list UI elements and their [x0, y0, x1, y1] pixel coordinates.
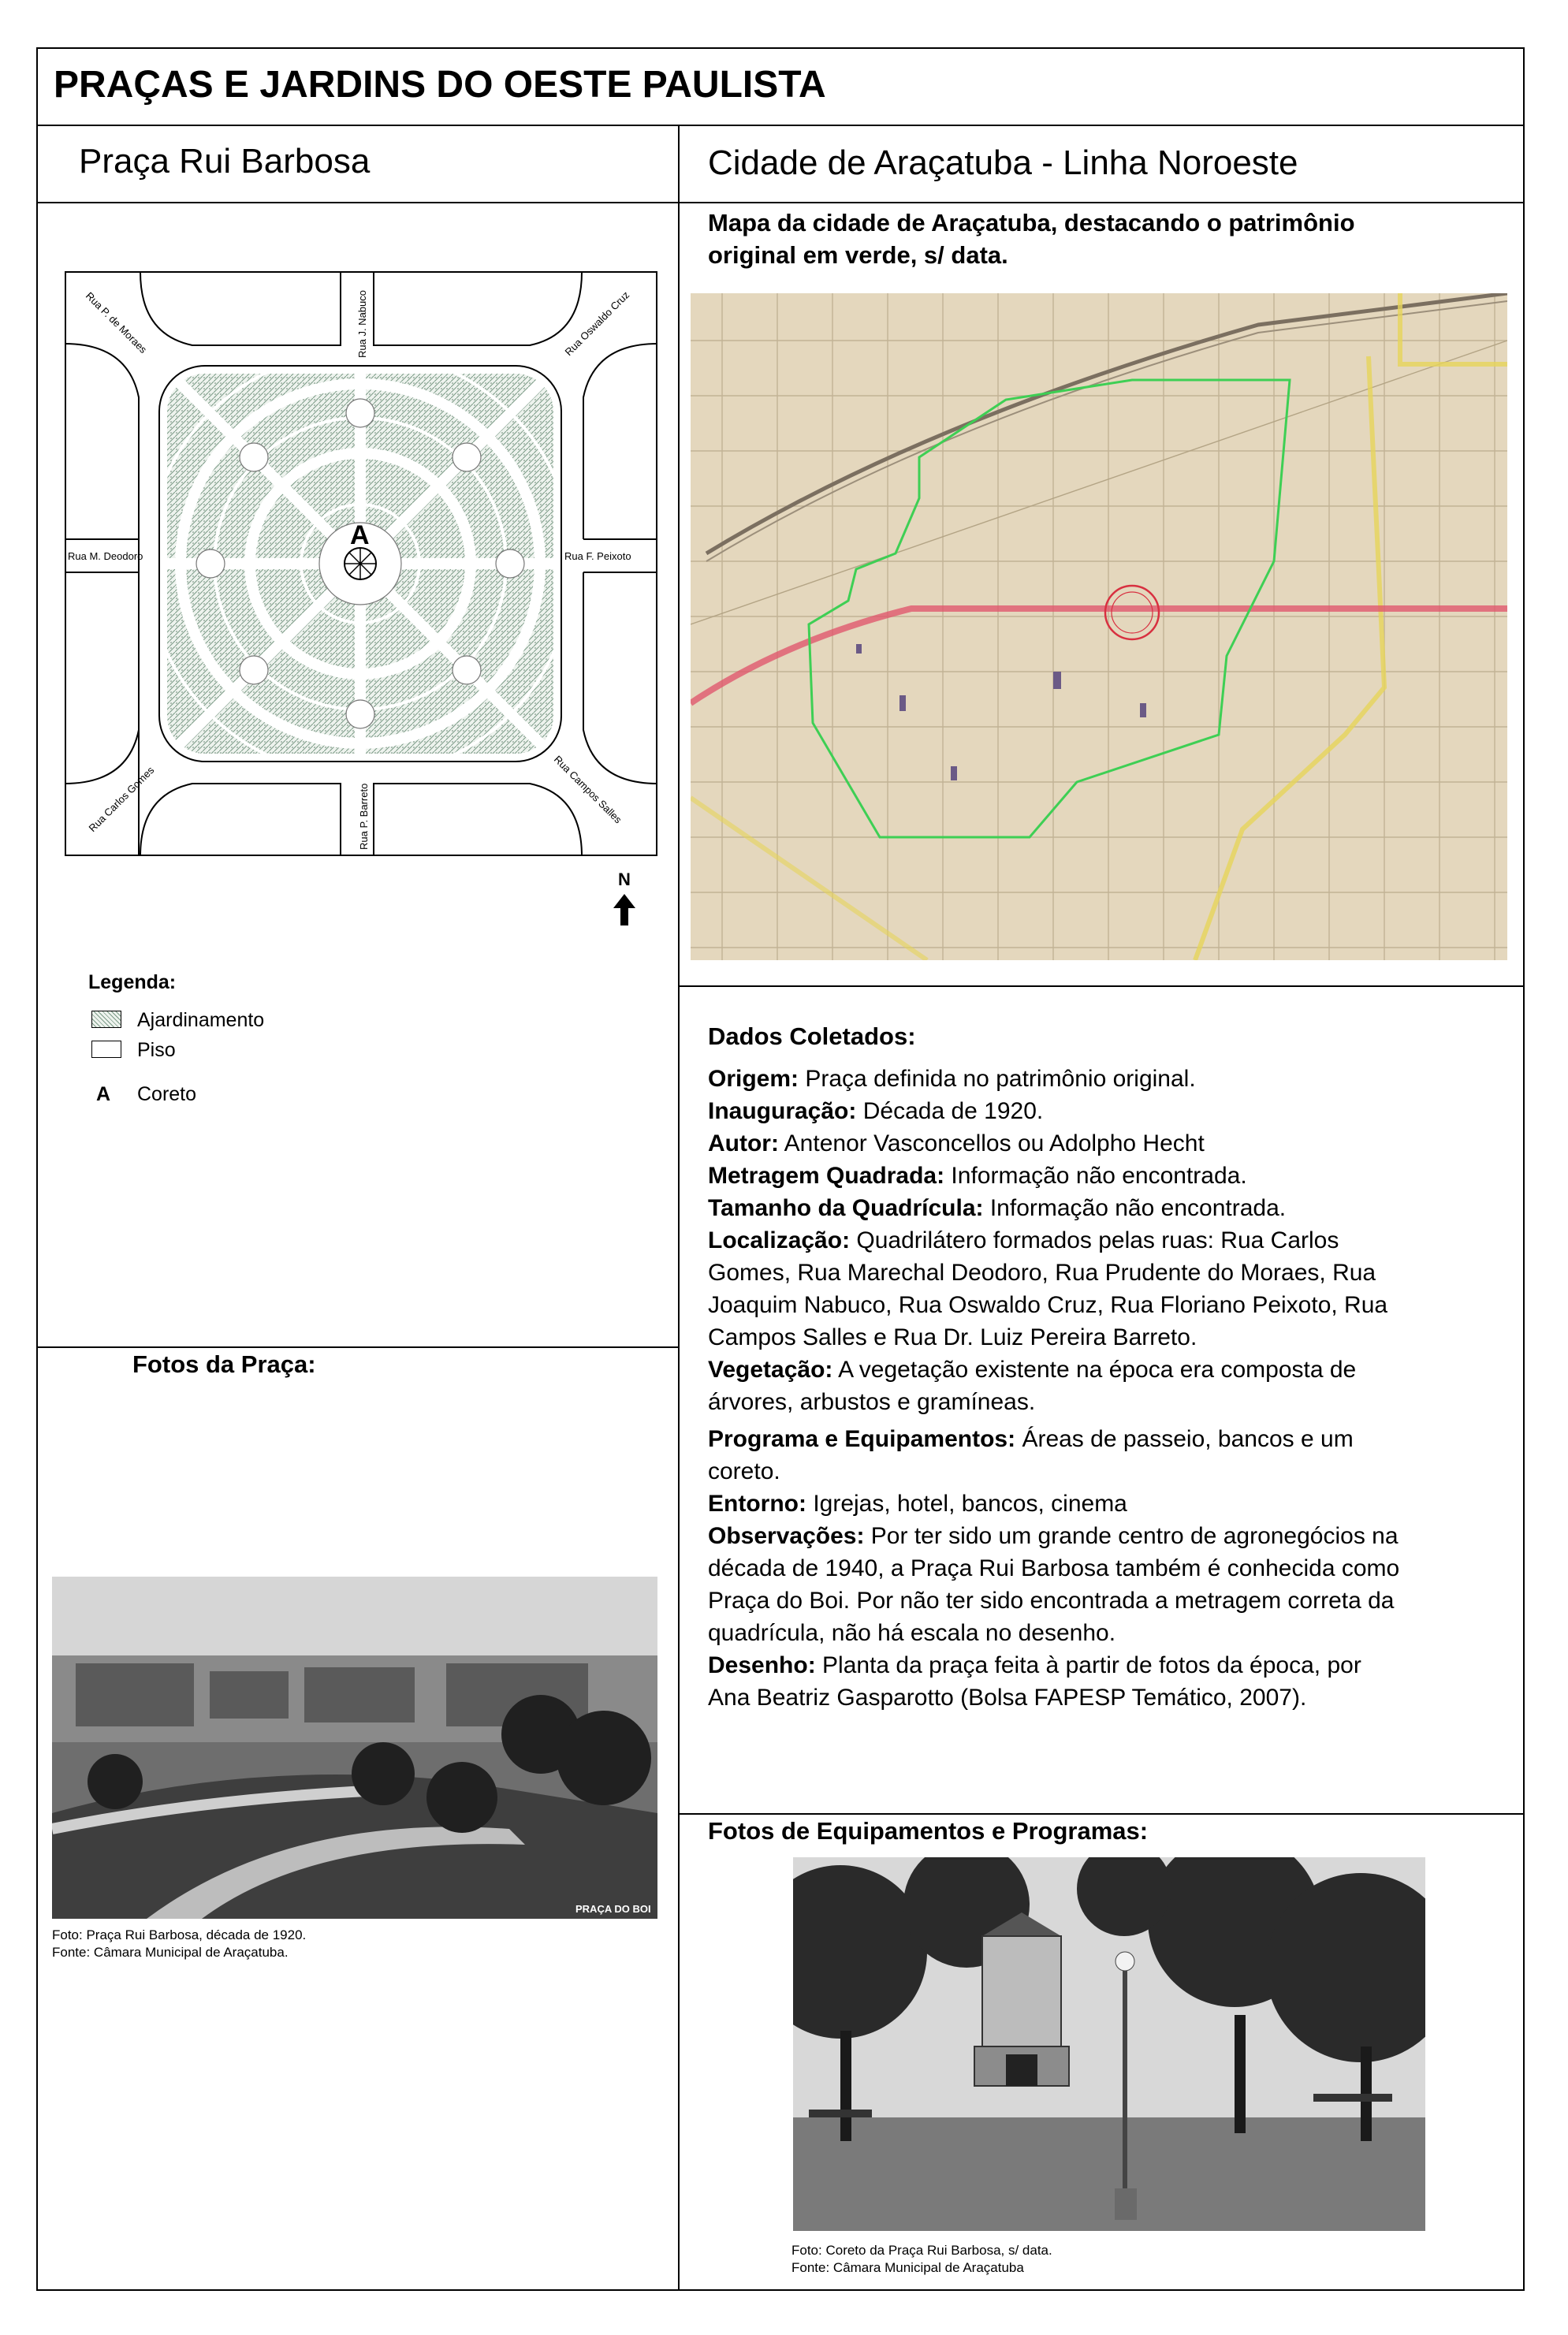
praca-plan	[65, 271, 657, 856]
map-caption-line: original em verde, s/ data.	[708, 241, 1008, 269]
quadricula-label: Tamanho da Quadrícula:	[708, 1195, 984, 1221]
quadricula-value: Informação não encontrada.	[989, 1195, 1287, 1221]
column-divider	[678, 125, 680, 2291]
obs-value: década de 1940, a Praça Rui Barbosa também é conhecida como	[708, 1555, 1400, 1581]
legend-title: Legenda:	[88, 971, 177, 993]
vegetacao-value: A vegetação existente na época era composta de	[838, 1357, 1357, 1383]
page-title: PRAÇAS E JARDINS DO OESTE PAULISTA	[54, 64, 826, 106]
coreto-photo	[793, 1857, 1425, 2231]
dados-block	[708, 1063, 1399, 1714]
fotos-caption	[52, 1927, 306, 1961]
inauguracao-value: Década de 1920.	[862, 1098, 1044, 1124]
entorno-label: Entorno:	[708, 1491, 806, 1517]
equip-heading: Fotos de Equipamentos e Programas:	[708, 1817, 1149, 1845]
localizacao-value: Joaquim Nabuco, Rua Oswaldo Cruz, Rua Floriano Peixoto, Rua	[708, 1292, 1388, 1318]
dados-heading: Dados Coletados:	[708, 1022, 916, 1050]
street-label: Rua F. Peixoto	[564, 550, 631, 562]
obs-value: Por ter sido um grande centro de agronegócios na	[870, 1523, 1399, 1549]
north-label: N	[618, 870, 631, 889]
metragem-value: Informação não encontrada.	[951, 1163, 1247, 1189]
map-caption	[708, 207, 1355, 271]
metragem-label: Metragem Quadrada:	[708, 1163, 945, 1189]
legend-swatch-hatch	[91, 1011, 121, 1028]
obs-value: quadrícula, não há escala no desenho.	[708, 1620, 1116, 1646]
autor-value: Antenor Vasconcellos ou Adolpho Hecht	[784, 1130, 1205, 1156]
obs-value: Praça do Boi. Por não ter sido encontrada a metragem correta da	[708, 1588, 1395, 1614]
caption-line: Foto: Praça Rui Barbosa, década de 1920.	[52, 1927, 307, 1942]
divider	[678, 985, 1525, 987]
photo-stamp: PRAÇA DO BOI	[575, 1903, 651, 1915]
legend-symbol: A	[96, 1083, 111, 1105]
city-name: Cidade de Araçatuba - Linha Noroeste	[708, 143, 1298, 182]
programa-value: coreto.	[708, 1458, 780, 1484]
inauguracao-label: Inauguração:	[708, 1098, 857, 1124]
fotos-heading: Fotos da Praça:	[132, 1350, 316, 1378]
desenho-value: Ana Beatriz Gasparotto (Bolsa FAPESP Temático, 2007).	[708, 1685, 1307, 1711]
coreto-letter: A	[350, 520, 370, 550]
origem-value: Praça definida no patrimônio original.	[805, 1066, 1196, 1092]
localizacao-label: Localização:	[708, 1227, 851, 1253]
vegetacao-value: árvores, arbustos e gramíneas.	[708, 1389, 1036, 1415]
programa-label: Programa e Equipamentos:	[708, 1426, 1016, 1452]
localizacao-value: Quadrilátero formados pelas ruas: Rua Carlos	[856, 1227, 1339, 1253]
localizacao-value: Campos Salles e Rua Dr. Luiz Pereira Barreto.	[708, 1324, 1197, 1350]
street-label: Rua Campos Salles	[551, 753, 624, 826]
desenho-label: Desenho:	[708, 1652, 816, 1678]
programa-value: Áreas de passeio, bancos e um	[1022, 1426, 1354, 1452]
equip-caption	[791, 2242, 1052, 2277]
divider	[36, 125, 1525, 126]
origem-label: Origem:	[708, 1066, 799, 1092]
caption-line: Foto: Coreto da Praça Rui Barbosa, s/ data.	[791, 2243, 1052, 2258]
localizacao-value: Gomes, Rua Marechal Deodoro, Rua Prudente do Moraes, Rua	[708, 1260, 1376, 1286]
entorno-value: Igrejas, hotel, bancos, cinema	[813, 1491, 1127, 1517]
legend-label: Ajardinamento	[137, 1009, 265, 1031]
street-label: Rua J. Nabuco	[356, 290, 368, 358]
praca-name: Praça Rui Barbosa	[79, 142, 371, 181]
street-label: Rua M. Deodoro	[68, 550, 143, 562]
street-label: Rua P. de Moraes	[83, 289, 150, 356]
autor-label: Autor:	[708, 1130, 779, 1156]
street-label: Rua Carlos Gomes	[86, 764, 157, 835]
legend-swatch-box	[91, 1041, 121, 1058]
city-map	[691, 293, 1507, 960]
street-label: Rua P. Barreto	[358, 783, 370, 850]
map-caption-line: Mapa da cidade de Araçatuba, destacando o patrimônio	[708, 209, 1355, 236]
vegetacao-label: Vegetação:	[708, 1357, 833, 1383]
coreto-symbol	[345, 548, 376, 579]
divider	[36, 202, 1525, 203]
legend-label: Coreto	[137, 1083, 197, 1105]
legend-label: Piso	[137, 1039, 176, 1061]
caption-line: Fonte: Câmara Municipal de Araçatuba.	[52, 1945, 289, 1960]
north-arrow-icon	[612, 894, 637, 925]
desenho-value: Planta da praça feita à partir de fotos da época, por	[822, 1652, 1361, 1678]
obs-label: Observações:	[708, 1523, 865, 1549]
praca-photo	[52, 1577, 657, 1919]
caption-line: Fonte: Câmara Municipal de Araçatuba	[791, 2260, 1024, 2275]
street-label: Rua Oswaldo Cruz	[562, 289, 632, 359]
